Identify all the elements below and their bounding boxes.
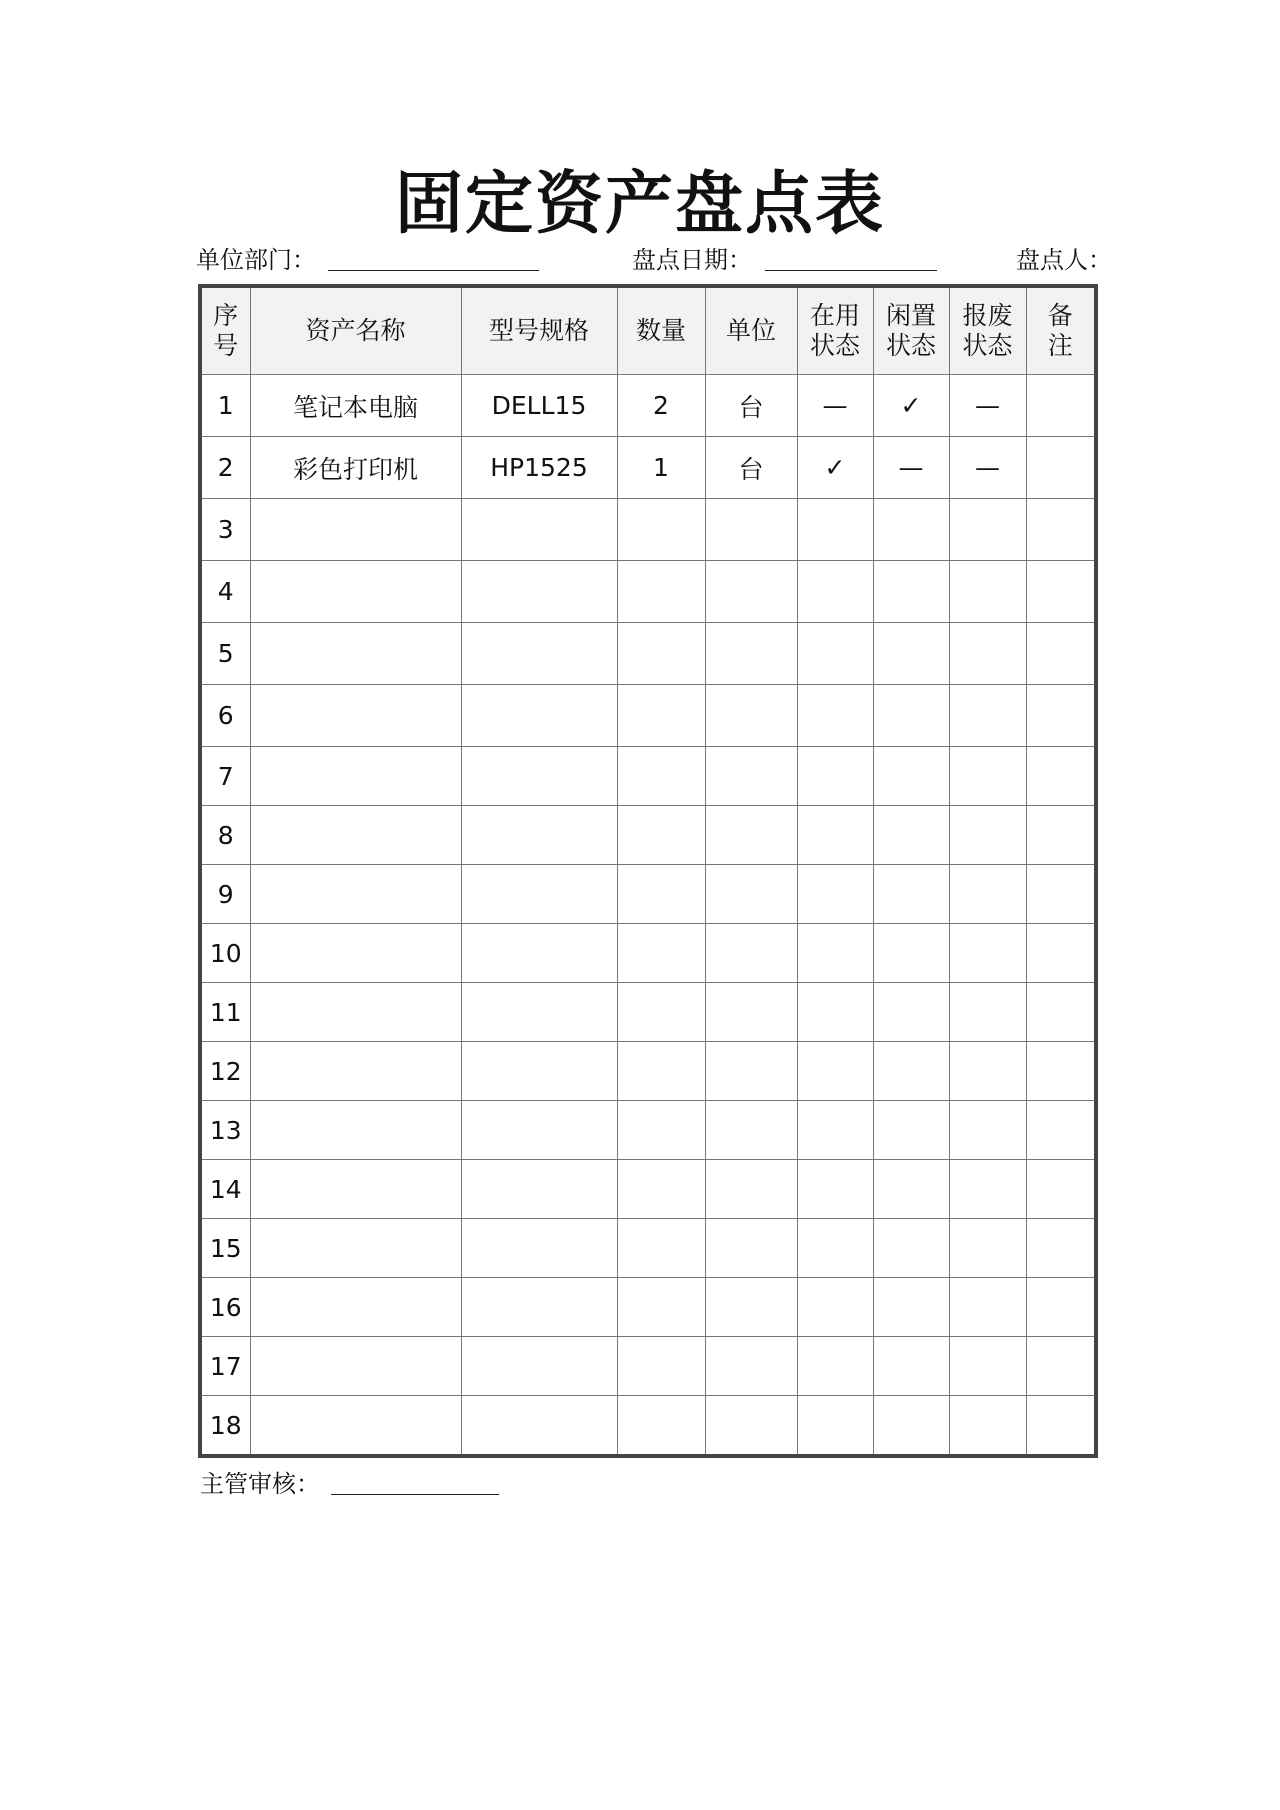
cell-model[interactable]: [461, 1219, 617, 1278]
cell-idle[interactable]: —: [873, 437, 949, 499]
cell-index: 11: [200, 983, 250, 1042]
cell-idle[interactable]: [873, 747, 949, 806]
page-title: 固定资产盘点表: [394, 165, 885, 244]
cell-model[interactable]: [461, 924, 617, 983]
cell-scrapped[interactable]: [949, 1337, 1026, 1396]
cell-idle[interactable]: [873, 924, 949, 983]
table-row: [200, 1396, 1096, 1457]
cell-asset-name[interactable]: [250, 924, 461, 983]
cell-idle[interactable]: [873, 865, 949, 924]
cell-model[interactable]: DELL15: [461, 375, 617, 437]
cell-remarks[interactable]: [1026, 806, 1096, 865]
table-row: [200, 1101, 1096, 1160]
cell-model[interactable]: [461, 1337, 617, 1396]
cell-index: 4: [200, 561, 250, 623]
cell-asset-name[interactable]: [250, 1160, 461, 1219]
cell-in-use[interactable]: [797, 1160, 873, 1219]
cell-unit[interactable]: [705, 865, 797, 924]
cell-in-use[interactable]: [797, 1042, 873, 1101]
header-text: 单位: [725, 316, 776, 345]
cell-model[interactable]: [461, 983, 617, 1042]
cell-model[interactable]: [461, 1101, 617, 1160]
cell-model[interactable]: [461, 561, 617, 623]
department-field[interactable]: [328, 270, 539, 271]
cell-model[interactable]: [461, 1396, 617, 1457]
cell-model[interactable]: [461, 685, 617, 747]
cell-index: 10: [200, 924, 250, 983]
cell-in-use[interactable]: [797, 1337, 873, 1396]
cell-asset-name[interactable]: [250, 499, 461, 561]
cell-scrapped[interactable]: [949, 865, 1026, 924]
cell-idle[interactable]: [873, 561, 949, 623]
table-row: [200, 1160, 1096, 1219]
cell-scrapped[interactable]: [949, 561, 1026, 623]
cell-unit[interactable]: [705, 499, 797, 561]
table-row: [200, 747, 1096, 806]
cell-model[interactable]: [461, 806, 617, 865]
cell-scrapped[interactable]: [949, 1101, 1026, 1160]
cell-index: 13: [200, 1101, 250, 1160]
cell-remarks[interactable]: [1026, 1042, 1096, 1101]
cell-unit[interactable]: [705, 924, 797, 983]
cell-in-use[interactable]: [797, 865, 873, 924]
header-text: 状态: [962, 331, 1013, 360]
cell-remarks[interactable]: [1026, 1396, 1096, 1457]
cell-idle[interactable]: [873, 1042, 949, 1101]
cell-unit[interactable]: [705, 561, 797, 623]
header-text: 资产名称: [305, 316, 406, 345]
table-row: [200, 983, 1096, 1042]
cell-scrapped[interactable]: [949, 499, 1026, 561]
cell-quantity[interactable]: 2: [617, 375, 705, 437]
cell-unit[interactable]: [705, 1219, 797, 1278]
cell-asset-name[interactable]: [250, 1219, 461, 1278]
table-row: [200, 623, 1096, 685]
cell-quantity[interactable]: [617, 1219, 705, 1278]
header-text: 在用: [809, 301, 860, 330]
cell-unit[interactable]: [705, 685, 797, 747]
header-text: 闲置: [885, 301, 936, 330]
date-field[interactable]: [765, 270, 937, 271]
cell-remarks[interactable]: [1026, 1101, 1096, 1160]
cell-in-use[interactable]: [797, 685, 873, 747]
header-text: 报废: [962, 301, 1013, 330]
cell-in-use[interactable]: [797, 1396, 873, 1457]
cell-idle[interactable]: [873, 1278, 949, 1337]
cell-quantity[interactable]: [617, 1278, 705, 1337]
cell-unit[interactable]: [705, 983, 797, 1042]
header-scrapped: [949, 286, 1026, 375]
cell-model[interactable]: [461, 747, 617, 806]
cell-remarks[interactable]: [1026, 747, 1096, 806]
cell-asset-name[interactable]: [250, 983, 461, 1042]
cell-idle[interactable]: [873, 806, 949, 865]
cell-in-use[interactable]: [797, 1101, 873, 1160]
cell-in-use[interactable]: [797, 924, 873, 983]
cell-scrapped[interactable]: [949, 1219, 1026, 1278]
cell-index: 9: [200, 865, 250, 924]
cell-asset-name[interactable]: 笔记本电脑: [250, 375, 461, 437]
cell-model[interactable]: [461, 1042, 617, 1101]
cell-quantity[interactable]: [617, 1160, 705, 1219]
table-row: [200, 561, 1096, 623]
cell-idle[interactable]: [873, 983, 949, 1042]
cell-asset-name[interactable]: [250, 1278, 461, 1337]
cell-quantity[interactable]: [617, 983, 705, 1042]
table-row: [200, 1278, 1096, 1337]
cell-remarks[interactable]: [1026, 499, 1096, 561]
asset-table: [198, 284, 1098, 1458]
cell-quantity[interactable]: [617, 1337, 705, 1396]
supervisor-field[interactable]: [331, 1494, 499, 1495]
cell-asset-name[interactable]: [250, 1337, 461, 1396]
cell-asset-name[interactable]: [250, 623, 461, 685]
cell-index: 1: [200, 375, 250, 437]
cell-idle[interactable]: [873, 1101, 949, 1160]
cell-in-use[interactable]: —: [797, 375, 873, 437]
cell-index: 6: [200, 685, 250, 747]
cell-asset-name[interactable]: [250, 1396, 461, 1457]
cell-remarks[interactable]: [1026, 924, 1096, 983]
cell-model[interactable]: HP1525: [461, 437, 617, 499]
cell-in-use[interactable]: [797, 499, 873, 561]
cell-idle[interactable]: [873, 1337, 949, 1396]
cell-model[interactable]: [461, 1160, 617, 1219]
cell-in-use[interactable]: [797, 623, 873, 685]
cell-remarks[interactable]: [1026, 685, 1096, 747]
cell-scrapped[interactable]: [949, 685, 1026, 747]
cell-idle[interactable]: [873, 1160, 949, 1219]
table-row: [200, 1337, 1096, 1396]
header-index: [200, 286, 250, 375]
cell-in-use[interactable]: [797, 1278, 873, 1337]
cell-scrapped[interactable]: [949, 1396, 1026, 1457]
header-text: 序: [213, 301, 239, 330]
header-asset-name: [250, 286, 461, 375]
cell-scrapped[interactable]: [949, 747, 1026, 806]
cell-unit[interactable]: [705, 1396, 797, 1457]
cell-remarks[interactable]: [1026, 623, 1096, 685]
cell-scrapped[interactable]: [949, 924, 1026, 983]
cell-asset-name[interactable]: [250, 561, 461, 623]
table-row: [200, 1219, 1096, 1278]
cell-index: 2: [200, 437, 250, 499]
cell-remarks[interactable]: [1026, 437, 1096, 499]
cell-unit[interactable]: [705, 1278, 797, 1337]
cell-remarks[interactable]: [1026, 561, 1096, 623]
cell-quantity[interactable]: [617, 924, 705, 983]
cell-unit[interactable]: [705, 1337, 797, 1396]
header-remarks: [1026, 286, 1096, 375]
cell-scrapped[interactable]: —: [949, 375, 1026, 437]
cell-index: 12: [200, 1042, 250, 1101]
cell-in-use[interactable]: ✓: [797, 437, 873, 499]
cell-quantity[interactable]: [617, 1396, 705, 1457]
cell-scrapped[interactable]: [949, 806, 1026, 865]
cell-remarks[interactable]: [1026, 375, 1096, 437]
cell-remarks[interactable]: [1026, 1160, 1096, 1219]
header-model: [461, 286, 617, 375]
table-row: [200, 806, 1096, 865]
cell-index: 18: [200, 1396, 250, 1457]
cell-model[interactable]: [461, 499, 617, 561]
inspector-label: 盘点人：: [1016, 246, 1112, 274]
cell-model[interactable]: [461, 623, 617, 685]
cell-unit[interactable]: [705, 1042, 797, 1101]
cell-remarks[interactable]: [1026, 1278, 1096, 1337]
cell-asset-name[interactable]: [250, 806, 461, 865]
cell-quantity[interactable]: [617, 806, 705, 865]
header-unit: [705, 286, 797, 375]
cell-remarks[interactable]: [1026, 1219, 1096, 1278]
table-row: [200, 685, 1096, 747]
cell-asset-name[interactable]: [250, 747, 461, 806]
cell-unit[interactable]: [705, 806, 797, 865]
header-text: 数量: [635, 316, 686, 345]
header-text: 状态: [885, 331, 936, 360]
cell-index: 3: [200, 499, 250, 561]
header-idle: [873, 286, 949, 375]
cell-index: 8: [200, 806, 250, 865]
cell-quantity[interactable]: [617, 499, 705, 561]
cell-remarks[interactable]: [1026, 865, 1096, 924]
cell-idle[interactable]: [873, 623, 949, 685]
cell-quantity[interactable]: [617, 747, 705, 806]
cell-in-use[interactable]: [797, 806, 873, 865]
cell-in-use[interactable]: [797, 747, 873, 806]
cell-index: 7: [200, 747, 250, 806]
cell-scrapped[interactable]: —: [949, 437, 1026, 499]
cell-scrapped[interactable]: [949, 1042, 1026, 1101]
cell-asset-name[interactable]: [250, 685, 461, 747]
header-text: 备: [1047, 301, 1073, 330]
cell-in-use[interactable]: [797, 983, 873, 1042]
cell-quantity[interactable]: [617, 623, 705, 685]
cell-scrapped[interactable]: [949, 1160, 1026, 1219]
cell-index: 17: [200, 1337, 250, 1396]
supervisor-label: 主管审核：: [200, 1470, 320, 1498]
cell-unit[interactable]: [705, 1160, 797, 1219]
cell-asset-name[interactable]: 彩色打印机: [250, 437, 461, 499]
cell-asset-name[interactable]: [250, 865, 461, 924]
cell-model[interactable]: [461, 865, 617, 924]
table-row: [200, 924, 1096, 983]
cell-remarks[interactable]: [1026, 983, 1096, 1042]
cell-asset-name[interactable]: [250, 1042, 461, 1101]
cell-index: 16: [200, 1278, 250, 1337]
cell-quantity[interactable]: [617, 1101, 705, 1160]
date-label: 盘点日期：: [632, 246, 752, 274]
cell-unit[interactable]: 台: [705, 375, 797, 437]
table-header-row: [200, 286, 1096, 375]
cell-scrapped[interactable]: [949, 623, 1026, 685]
header-text: 号: [213, 331, 239, 360]
cell-index: 15: [200, 1219, 250, 1278]
table-row: [200, 1042, 1096, 1101]
cell-unit[interactable]: [705, 747, 797, 806]
cell-unit[interactable]: 台: [705, 437, 797, 499]
cell-idle[interactable]: [873, 1219, 949, 1278]
cell-quantity[interactable]: [617, 685, 705, 747]
table-row: [200, 437, 1096, 499]
cell-quantity[interactable]: [617, 1042, 705, 1101]
cell-scrapped[interactable]: [949, 983, 1026, 1042]
header-text: 状态: [809, 331, 860, 360]
header-quantity: [617, 286, 705, 375]
table-row: [200, 499, 1096, 561]
cell-in-use[interactable]: [797, 561, 873, 623]
header-in-use: [797, 286, 873, 375]
table-row: [200, 865, 1096, 924]
cell-quantity[interactable]: 1: [617, 437, 705, 499]
cell-model[interactable]: [461, 1278, 617, 1337]
department-label: 单位部门：: [196, 246, 316, 274]
cell-idle[interactable]: ✓: [873, 375, 949, 437]
cell-quantity[interactable]: [617, 561, 705, 623]
cell-idle[interactable]: [873, 499, 949, 561]
cell-remarks[interactable]: [1026, 1337, 1096, 1396]
cell-idle[interactable]: [873, 1396, 949, 1457]
cell-index: 5: [200, 623, 250, 685]
cell-scrapped[interactable]: [949, 1278, 1026, 1337]
header-text: 型号规格: [488, 316, 589, 345]
cell-asset-name[interactable]: [250, 1101, 461, 1160]
cell-index: 14: [200, 1160, 250, 1219]
table-row: [200, 375, 1096, 437]
cell-unit[interactable]: [705, 623, 797, 685]
header-text: 注: [1047, 331, 1073, 360]
cell-quantity[interactable]: [617, 865, 705, 924]
cell-unit[interactable]: [705, 1101, 797, 1160]
cell-idle[interactable]: [873, 685, 949, 747]
cell-in-use[interactable]: [797, 1219, 873, 1278]
